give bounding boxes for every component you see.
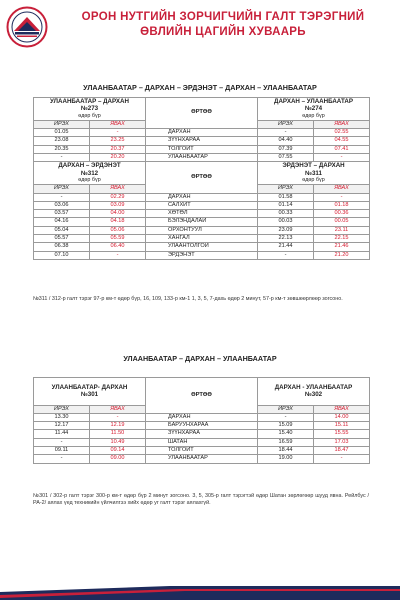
departure-header: ЯВАХ <box>314 185 370 193</box>
arrival-time: 03.57 <box>34 210 90 218</box>
train-311-number: №311 <box>305 169 322 177</box>
station-name: ДАРХАН <box>146 193 258 201</box>
station-name: УЛААНБААТАР <box>146 154 258 162</box>
train-311-route: ЭРДЭНЭТ – ДАРХАН <box>282 162 345 170</box>
departure-time: - <box>90 129 146 137</box>
arrival-time: 00.03 <box>258 218 314 226</box>
arrival-time: - <box>34 193 90 201</box>
departure-header: ЯВАХ <box>314 120 370 128</box>
train-274-header <box>258 98 370 121</box>
train-273-frequency: өдөр бүр <box>78 112 101 119</box>
departure-time: 00.36 <box>314 210 370 218</box>
station-header: ӨРТӨӨ <box>146 162 258 193</box>
departure-time: 04.18 <box>90 218 146 226</box>
train-301-header <box>34 378 146 406</box>
station-name: ДАРХАН <box>146 413 258 421</box>
table-row <box>34 447 370 455</box>
section1-note: №311 / 312-р галт тэрэг 97-р км-т өдөр бүр, 16, 109, 133-р км-1 1, 3, 5, 7-дахь өдөр 2 минут, 57-р км-т зөвшөөрлөөр зогсоно. <box>33 296 343 302</box>
departure-time: - <box>314 154 370 162</box>
train-312-route: ДАРХАН – ЭРДЭНЭТ <box>58 162 121 170</box>
train-274-number: №274 <box>304 105 323 113</box>
arrival-time: - <box>258 413 314 421</box>
departure-time: 02.29 <box>90 193 146 201</box>
departure-time: 05.59 <box>90 235 146 243</box>
train-312-header <box>34 162 146 185</box>
station-name: ЗҮҮНХАРАА <box>146 137 258 145</box>
departure-time: 21.46 <box>314 243 370 251</box>
departure-time: - <box>90 251 146 259</box>
station-header: ӨРТӨӨ <box>146 98 258 129</box>
arrival-time: 07.39 <box>258 145 314 153</box>
station-name: ТОЛГОЙТ <box>146 447 258 455</box>
departure-header: ЯВАХ <box>314 405 370 413</box>
table-row <box>34 251 370 259</box>
arrival-time: - <box>34 438 90 446</box>
train-301-route: УЛААНБААТАР- ДАРХАН <box>51 384 128 391</box>
departure-time: 12.19 <box>90 422 146 430</box>
train-311-frequency: өдөр бүр <box>302 176 325 183</box>
arrival-time: 12.17 <box>34 422 90 430</box>
station-name: ОРХОНТУУЛ <box>146 226 258 234</box>
departure-time: 00.05 <box>314 218 370 226</box>
train-273-number: №273 <box>80 105 99 113</box>
table-row <box>34 145 370 153</box>
station-name: ШАТАН <box>146 438 258 446</box>
arrival-time: - <box>258 129 314 137</box>
departure-time: 04.55 <box>314 137 370 145</box>
departure-time: 04.00 <box>90 210 146 218</box>
table-row <box>34 243 370 251</box>
arrival-time: 01.58 <box>258 193 314 201</box>
arrival-time: 23.08 <box>34 137 90 145</box>
departure-time: 09.00 <box>90 455 146 463</box>
table-row <box>34 422 370 430</box>
train-274-route: ДАРХАН – УЛААНБААТАР <box>274 98 353 105</box>
train-312-frequency: өдөр бүр <box>78 176 101 183</box>
departure-time: 15.11 <box>314 422 370 430</box>
arrival-time: 03.06 <box>34 201 90 209</box>
arrival-time: - <box>258 251 314 259</box>
departure-header: ЯВАХ <box>90 405 146 413</box>
table-row <box>34 137 370 145</box>
arrival-time: 05.57 <box>34 235 90 243</box>
departure-time: 09.14 <box>90 447 146 455</box>
page-title-line1: ОРОН НУТГИЙН ЗОРЧИГЧИЙН ГАЛТ ТЭРЭГНИЙ <box>81 11 365 23</box>
departure-time: 06.40 <box>90 243 146 251</box>
station-name: УЛААНТОЛГОЙ <box>146 243 258 251</box>
arrival-header: ИРЭХ <box>258 120 314 128</box>
departure-time: 14.00 <box>314 413 370 421</box>
timetable-2 <box>33 377 370 464</box>
arrival-time: 20.35 <box>34 145 90 153</box>
arrival-header: ИРЭХ <box>34 120 90 128</box>
table-row <box>34 226 370 234</box>
departure-time: 01.18 <box>314 201 370 209</box>
table-row <box>34 438 370 446</box>
train-302-route: ДАРХАН - УЛААНБААТАР <box>274 384 353 391</box>
arrival-header: ИРЭХ <box>34 185 90 193</box>
header <box>0 0 400 52</box>
arrival-time: 11.44 <box>34 430 90 438</box>
departure-time: 20.37 <box>90 145 146 153</box>
arrival-header: ИРЭХ <box>34 405 90 413</box>
arrival-time: 07.55 <box>258 154 314 162</box>
arrival-time: 16.59 <box>258 438 314 446</box>
table-row <box>34 201 370 209</box>
departure-time: 20.20 <box>90 154 146 162</box>
station-name: ХӨТӨЛ <box>146 210 258 218</box>
arrival-time: 15.40 <box>258 430 314 438</box>
arrival-time: 05.04 <box>34 226 90 234</box>
arrival-time: - <box>34 154 90 162</box>
bottom-stripe-decoration <box>0 586 400 600</box>
arrival-time: 13.30 <box>34 413 90 421</box>
station-name: САЛХИТ <box>146 201 258 209</box>
station-name: БЭЛЭНДАЛАЙ <box>146 218 258 226</box>
departure-time: 21.20 <box>314 251 370 259</box>
departure-time: 02.55 <box>314 129 370 137</box>
departure-time: 17.03 <box>314 438 370 446</box>
arrival-time: 07.10 <box>34 251 90 259</box>
departure-time: 03.09 <box>90 201 146 209</box>
arrival-time: 09.11 <box>34 447 90 455</box>
arrival-time: 01.14 <box>258 201 314 209</box>
arrival-time: 19.00 <box>258 455 314 463</box>
arrival-time: 01.05 <box>34 129 90 137</box>
train-273-route: УЛААНБААТАР – ДАРХАН <box>50 98 129 105</box>
arrival-time: 00.33 <box>258 210 314 218</box>
station-name: ТОЛГОЙТ <box>146 145 258 153</box>
station-name: ЗҮҮНХАРАА <box>146 430 258 438</box>
departure-time: 22.15 <box>314 235 370 243</box>
departure-time: 15.55 <box>314 430 370 438</box>
departure-time: 05.06 <box>90 226 146 234</box>
train-312-number: №312 <box>80 169 99 177</box>
departure-time: - <box>314 193 370 201</box>
train-311-header <box>258 162 370 185</box>
table-row <box>34 218 370 226</box>
table-row <box>34 235 370 243</box>
arrival-time: 15.09 <box>258 422 314 430</box>
arrival-header: ИРЭХ <box>258 405 314 413</box>
section1-title: УЛААНБААТАР – ДАРХАН – ЭРДЭНЭТ – ДАРХАН – УЛААНБААТАР <box>83 83 317 92</box>
section2-note: №301 / 302-р галт тэрэг 300-р км-т өдөр бүр 2 минут зогсоно. 3, 5, 305-р галт тэрэгтэй өдөр Шатан зөрлөгөөр шууд явна. Рейлбус /РА-2/ аялах үед техникийн үйлчилгээ хийх өдөр уг галт тэрэг аялахгүй. <box>33 493 369 506</box>
table-row <box>34 210 370 218</box>
arrival-time: 22.13 <box>258 235 314 243</box>
train-301-number: №301 <box>80 391 99 399</box>
table-row <box>34 430 370 438</box>
arrival-header: ИРЭХ <box>258 185 314 193</box>
arrival-time: 23.09 <box>258 226 314 234</box>
train-273-header <box>34 98 146 121</box>
arrival-time: 04.16 <box>34 218 90 226</box>
train-302-header <box>258 378 370 406</box>
departure-time: 23.25 <box>90 137 146 145</box>
station-name: УЛААНБААТАР <box>146 455 258 463</box>
timetable-1 <box>33 97 370 260</box>
table-row <box>34 193 370 201</box>
departure-header: ЯВАХ <box>90 185 146 193</box>
departure-time: 07.41 <box>314 145 370 153</box>
station-header: ӨРТӨӨ <box>146 378 258 414</box>
arrival-time: 06.38 <box>34 243 90 251</box>
page-title <box>58 10 388 40</box>
page-title-line2: ӨВЛИЙН ЦАГИЙН ХУВААРЬ <box>140 26 306 38</box>
departure-time: 10.49 <box>90 438 146 446</box>
arrival-time: 18.44 <box>258 447 314 455</box>
arrival-time: 04.40 <box>258 137 314 145</box>
table-row <box>34 129 370 137</box>
train-274-frequency: өдөр бүр <box>302 112 325 119</box>
departure-time: 11.50 <box>90 430 146 438</box>
departure-time: 23.11 <box>314 226 370 234</box>
train-302-number: №302 <box>304 391 323 399</box>
station-name: ДАРХАН <box>146 129 258 137</box>
departure-header: ЯВАХ <box>90 120 146 128</box>
table-row <box>34 413 370 421</box>
station-name: БАРУУНХАРАА <box>146 422 258 430</box>
departure-time: - <box>314 455 370 463</box>
arrival-time: - <box>34 455 90 463</box>
arrival-time: 21.44 <box>258 243 314 251</box>
table-row <box>34 154 370 162</box>
station-name: ЭРДЭНЭТ <box>146 251 258 259</box>
table-row <box>34 455 370 463</box>
station-name: ХАНГАЛ <box>146 235 258 243</box>
railway-logo-icon <box>6 6 48 48</box>
section2-title: УЛААНБААТАР – ДАРХАН – УЛААНБААТАР <box>123 354 277 363</box>
departure-time: - <box>90 413 146 421</box>
departure-time: 18.47 <box>314 447 370 455</box>
